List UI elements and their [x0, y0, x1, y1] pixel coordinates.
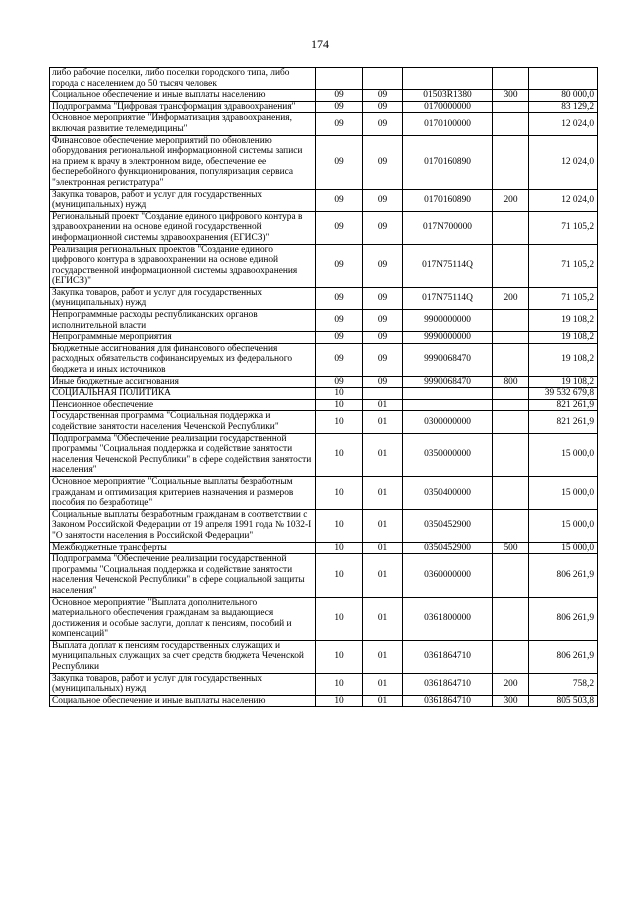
row-sum-cell: 805 503,8 — [529, 695, 598, 707]
row-target-article-cell — [403, 388, 493, 400]
row-target-article-cell: 9990068470 — [403, 343, 493, 376]
row-name-cell: Межбюджетные трансферты — [50, 542, 316, 554]
row-target-article-cell: 017N75114Q — [403, 244, 493, 287]
row-subsection-cell: 09 — [363, 244, 403, 287]
row-section-cell: 09 — [316, 287, 363, 309]
row-subsection-cell: 09 — [363, 90, 403, 102]
row-expense-type-cell — [493, 388, 529, 400]
row-expense-type-cell — [493, 244, 529, 287]
row-sum-cell: 15 000,0 — [529, 542, 598, 554]
row-expense-type-cell — [493, 640, 529, 673]
row-target-article-cell: 9990068470 — [403, 376, 493, 388]
row-name-cell: Реализация региональных проектов "Создание единого цифрового контура в здравоохранении на основе единой государственной информационной системы здравоохранения (ЕГИСЗ)" — [50, 244, 316, 287]
row-section-cell: 10 — [316, 640, 363, 673]
row-name-cell: Основное мероприятие "Выплата дополнительного материального обеспечения гражданам за выдающиеся достижения и особые заслуги, доплат к пенсиям, пособий и компенсаций" — [50, 597, 316, 640]
row-name-cell: Подпрограмма "Обеспечение реализации государственной программы "Социальная поддержка и содействие занятости населения Чеченской Республики" в сфере содействия занятости населения" — [50, 433, 316, 476]
budget-table — [49, 67, 598, 707]
row-expense-type-cell — [493, 343, 529, 376]
row-sum-cell: 71 105,2 — [529, 244, 598, 287]
row-subsection-cell: 09 — [363, 332, 403, 344]
row-name-cell: Региональный проект "Создание единого цифрового контура в здравоохранении на основе единой государственной информационной системы здравоохранения (ЕГИСЗ)" — [50, 211, 316, 244]
row-expense-type-cell: 300 — [493, 90, 529, 102]
row-target-article-cell: 0350000000 — [403, 433, 493, 476]
table-row — [50, 376, 598, 388]
row-name-cell: Социальное обеспечение и иные выплаты населению — [50, 90, 316, 102]
row-expense-type-cell — [493, 113, 529, 135]
table-row — [50, 476, 598, 509]
row-target-article-cell: 017N700000 — [403, 211, 493, 244]
row-expense-type-cell — [493, 211, 529, 244]
row-section-cell: 09 — [316, 135, 363, 189]
row-expense-type-cell — [493, 476, 529, 509]
table-row — [50, 287, 598, 309]
row-name-cell: Основное мероприятие "Информатизация здравоохранения, включая развитие телемедицины" — [50, 113, 316, 135]
row-sum-cell: 19 108,2 — [529, 310, 598, 332]
row-section-cell: 09 — [316, 343, 363, 376]
row-section-cell: 10 — [316, 509, 363, 542]
table-row — [50, 554, 598, 597]
row-expense-type-cell: 800 — [493, 376, 529, 388]
row-section-cell: 10 — [316, 476, 363, 509]
row-expense-type-cell — [493, 411, 529, 433]
row-section-cell: 10 — [316, 399, 363, 411]
row-name-cell: Пенсионное обеспечение — [50, 399, 316, 411]
row-target-article-cell: 0361800000 — [403, 597, 493, 640]
row-subsection-cell: 01 — [363, 433, 403, 476]
row-subsection-cell: 09 — [363, 113, 403, 135]
table-row — [50, 101, 598, 113]
row-subsection-cell: 09 — [363, 287, 403, 309]
row-section-cell: 09 — [316, 332, 363, 344]
row-name-cell: Закупка товаров, работ и услуг для государственных (муниципальных) нужд — [50, 189, 316, 211]
row-section-cell: 10 — [316, 542, 363, 554]
row-subsection-cell: 01 — [363, 673, 403, 695]
table-row — [50, 211, 598, 244]
row-sum-cell: 71 105,2 — [529, 287, 598, 309]
row-subsection-cell — [363, 68, 403, 90]
row-sum-cell: 19 108,2 — [529, 376, 598, 388]
row-section-cell: 09 — [316, 90, 363, 102]
row-sum-cell: 83 129,2 — [529, 101, 598, 113]
table-row — [50, 135, 598, 189]
row-sum-cell: 758,2 — [529, 673, 598, 695]
row-target-article-cell: 0170160890 — [403, 189, 493, 211]
row-section-cell: 09 — [316, 376, 363, 388]
row-name-cell: Социальные выплаты безработным гражданам в соответствии с Законом Российской Федерации от 19 апреля 1991 года № 1032-I "О занятости населения в Российской Федерации" — [50, 509, 316, 542]
row-expense-type-cell — [493, 310, 529, 332]
row-section-cell: 10 — [316, 411, 363, 433]
row-sum-cell: 15 000,0 — [529, 476, 598, 509]
table-row — [50, 433, 598, 476]
row-subsection-cell: 09 — [363, 376, 403, 388]
row-target-article-cell: 0361864710 — [403, 695, 493, 707]
row-subsection-cell: 09 — [363, 343, 403, 376]
row-target-article-cell: 0350452900 — [403, 542, 493, 554]
row-sum-cell: 12 024,0 — [529, 113, 598, 135]
row-expense-type-cell — [493, 68, 529, 90]
row-sum-cell: 71 105,2 — [529, 211, 598, 244]
row-sum-cell: 806 261,9 — [529, 554, 598, 597]
row-target-article-cell: 0350452900 — [403, 509, 493, 542]
row-expense-type-cell: 200 — [493, 189, 529, 211]
row-sum-cell: 19 108,2 — [529, 332, 598, 344]
row-target-article-cell: 0170160890 — [403, 135, 493, 189]
table-row — [50, 640, 598, 673]
row-section-cell: 10 — [316, 388, 363, 400]
row-expense-type-cell — [493, 135, 529, 189]
row-expense-type-cell: 500 — [493, 542, 529, 554]
row-section-cell: 09 — [316, 244, 363, 287]
row-section-cell: 10 — [316, 554, 363, 597]
table-row — [50, 332, 598, 344]
row-name-cell: СОЦИАЛЬНАЯ ПОЛИТИКА — [50, 388, 316, 400]
row-section-cell: 10 — [316, 597, 363, 640]
row-target-article-cell: 017N75114Q — [403, 287, 493, 309]
table-row — [50, 411, 598, 433]
table-row — [50, 244, 598, 287]
table-row — [50, 68, 598, 90]
row-target-article-cell — [403, 68, 493, 90]
row-subsection-cell: 01 — [363, 411, 403, 433]
row-sum-cell — [529, 68, 598, 90]
table-row — [50, 542, 598, 554]
row-name-cell: Непрограммные мероприятия — [50, 332, 316, 344]
table-row — [50, 343, 598, 376]
row-subsection-cell: 09 — [363, 101, 403, 113]
row-name-cell: Подпрограмма "Обеспечение реализации государственной программы "Социальная поддержка и содействие занятости населения Чеченской Республики" в сфере социальной защиты населения" — [50, 554, 316, 597]
row-sum-cell: 80 000,0 — [529, 90, 598, 102]
row-sum-cell: 821 261,9 — [529, 411, 598, 433]
row-section-cell: 09 — [316, 189, 363, 211]
row-subsection-cell: 01 — [363, 554, 403, 597]
row-expense-type-cell: 200 — [493, 287, 529, 309]
row-target-article-cell: 0300000000 — [403, 411, 493, 433]
table-row — [50, 597, 598, 640]
row-section-cell: 09 — [316, 101, 363, 113]
row-subsection-cell: 01 — [363, 542, 403, 554]
row-expense-type-cell — [493, 509, 529, 542]
row-expense-type-cell — [493, 399, 529, 411]
row-expense-type-cell — [493, 597, 529, 640]
row-name-cell: Закупка товаров, работ и услуг для государственных (муниципальных) нужд — [50, 673, 316, 695]
row-sum-cell: 806 261,9 — [529, 597, 598, 640]
row-section-cell: 09 — [316, 211, 363, 244]
row-sum-cell: 39 532 679,8 — [529, 388, 598, 400]
row-section-cell: 10 — [316, 433, 363, 476]
row-name-cell: Бюджетные ассигнования для финансового обеспечения расходных обязательств софинансируемых из федерального бюджета и иных источников — [50, 343, 316, 376]
table-row — [50, 90, 598, 102]
row-subsection-cell: 01 — [363, 597, 403, 640]
row-sum-cell: 12 024,0 — [529, 135, 598, 189]
row-name-cell: Финансовое обеспечение мероприятий по обновлению оборудования региональной информационной системы записи на прием к врачу в электронном виде, обеспечение ее бесперебойного функционирования, популяризация сервиса "электронная регистратура" — [50, 135, 316, 189]
row-name-cell: Подпрограмма "Цифровая трансформация здравоохранения" — [50, 101, 316, 113]
table-row — [50, 189, 598, 211]
row-section-cell: 10 — [316, 673, 363, 695]
row-target-article-cell: 0360000000 — [403, 554, 493, 597]
row-target-article-cell — [403, 399, 493, 411]
row-sum-cell: 15 000,0 — [529, 433, 598, 476]
row-section-cell: 09 — [316, 113, 363, 135]
row-sum-cell: 806 261,9 — [529, 640, 598, 673]
row-sum-cell: 15 000,0 — [529, 509, 598, 542]
row-subsection-cell: 01 — [363, 695, 403, 707]
table-row — [50, 113, 598, 135]
row-subsection-cell: 09 — [363, 211, 403, 244]
row-name-cell: Государственная программа "Социальная поддержка и содействие занятости населения Чеченской Республики" — [50, 411, 316, 433]
row-target-article-cell: 9990000000 — [403, 332, 493, 344]
row-target-article-cell: 0361864710 — [403, 673, 493, 695]
page-number: 174 — [311, 37, 329, 51]
row-sum-cell: 12 024,0 — [529, 189, 598, 211]
row-subsection-cell: 01 — [363, 640, 403, 673]
table-row — [50, 388, 598, 400]
row-name-cell: либо рабочие поселки, либо поселки городского типа, либо города с населением до 50 тысяч человек — [50, 68, 316, 90]
row-expense-type-cell: 300 — [493, 695, 529, 707]
row-section-cell — [316, 68, 363, 90]
row-target-article-cell: 9900000000 — [403, 310, 493, 332]
row-expense-type-cell — [493, 332, 529, 344]
row-name-cell: Непрограммные расходы республиканских органов исполнительной власти — [50, 310, 316, 332]
row-target-article-cell: 0170100000 — [403, 113, 493, 135]
row-name-cell: Социальное обеспечение и иные выплаты населению — [50, 695, 316, 707]
row-subsection-cell — [363, 388, 403, 400]
row-target-article-cell: 0361864710 — [403, 640, 493, 673]
row-expense-type-cell: 200 — [493, 673, 529, 695]
row-name-cell: Выплата доплат к пенсиям государственных служащих и муниципальных служащих за счет средств бюджета Чеченской Республики — [50, 640, 316, 673]
row-expense-type-cell — [493, 101, 529, 113]
row-expense-type-cell — [493, 433, 529, 476]
table-row — [50, 310, 598, 332]
budget-table-body — [50, 68, 598, 707]
row-name-cell: Иные бюджетные ассигнования — [50, 376, 316, 388]
row-target-article-cell: 0350400000 — [403, 476, 493, 509]
row-section-cell: 10 — [316, 695, 363, 707]
row-section-cell: 09 — [316, 310, 363, 332]
row-subsection-cell: 09 — [363, 135, 403, 189]
row-subsection-cell: 09 — [363, 310, 403, 332]
row-subsection-cell: 01 — [363, 399, 403, 411]
table-row — [50, 673, 598, 695]
row-expense-type-cell — [493, 554, 529, 597]
row-target-article-cell: 0170000000 — [403, 101, 493, 113]
row-sum-cell: 19 108,2 — [529, 343, 598, 376]
row-target-article-cell: 01503R1380 — [403, 90, 493, 102]
row-name-cell: Закупка товаров, работ и услуг для государственных (муниципальных) нужд — [50, 287, 316, 309]
table-row — [50, 399, 598, 411]
row-subsection-cell: 09 — [363, 189, 403, 211]
table-row — [50, 695, 598, 707]
row-sum-cell: 821 261,9 — [529, 399, 598, 411]
row-name-cell: Основное мероприятие "Социальные выплаты безработным гражданам и оптимизация критериев назначения и размеров пособия по безработице" — [50, 476, 316, 509]
row-subsection-cell: 01 — [363, 476, 403, 509]
row-subsection-cell: 01 — [363, 509, 403, 542]
table-row — [50, 509, 598, 542]
